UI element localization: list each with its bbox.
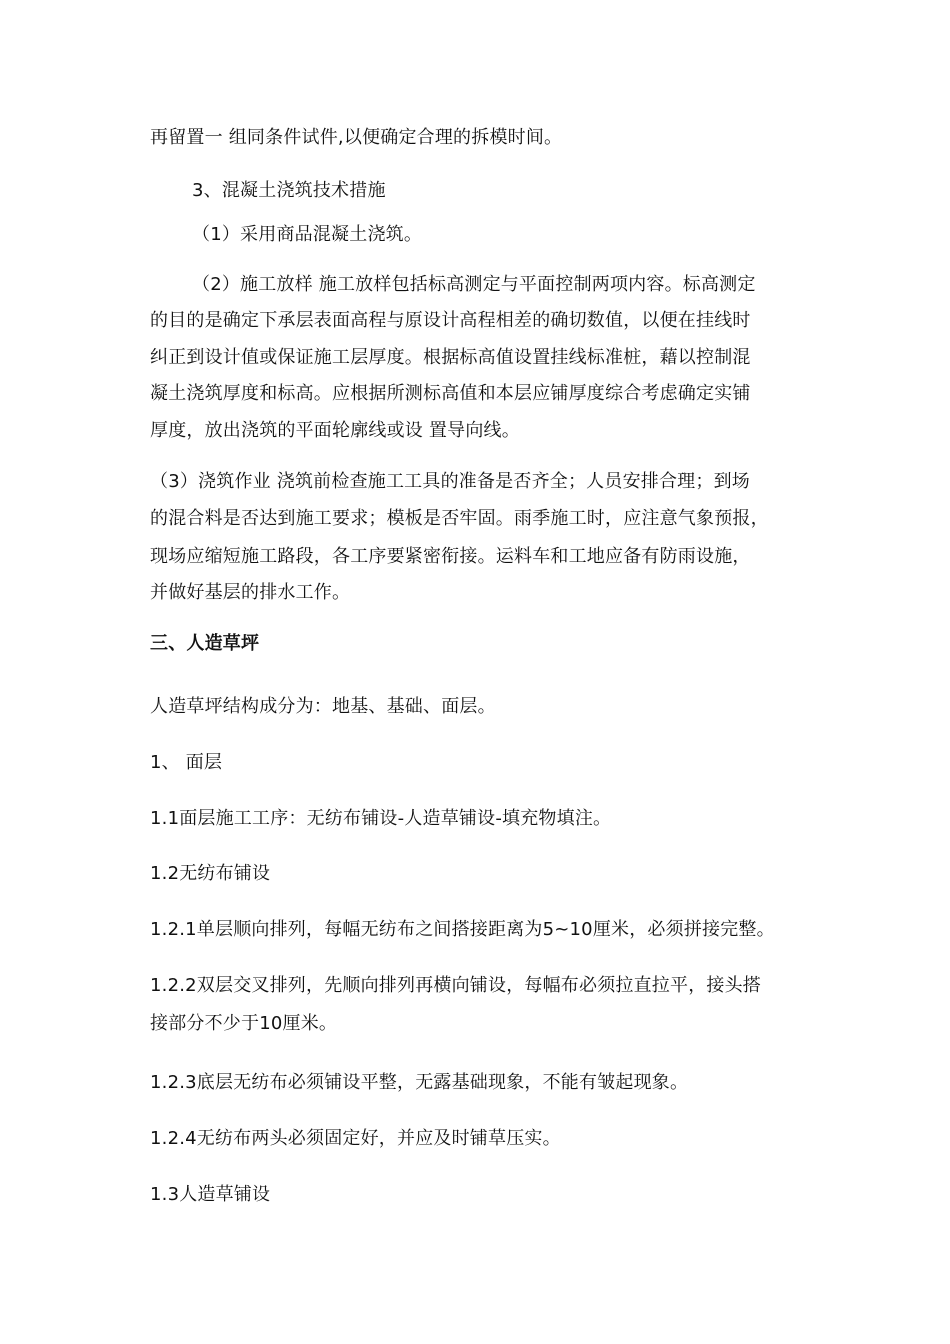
text-line: 人造草坪结构成分为：地基、基础、面层。 bbox=[150, 696, 496, 717]
subsection-heading: 1.3人造草铺设 bbox=[150, 1184, 271, 1205]
text-line: 1.2.1单层顺向排列，每幅无纺布之间搭接距离为5~10厘米，必须拼接完整。 bbox=[150, 919, 775, 940]
paragraph-line: 并做好基层的排水工作。 bbox=[150, 582, 351, 603]
paragraph-line: 的混合料是否达到施工要求；模板是否牢固。雨季施工时，应注意气象预报， bbox=[150, 508, 769, 529]
paragraph-line: 厚度，放出浇筑的平面轮廓线或设 置导向线。 bbox=[150, 420, 520, 441]
section-heading: 3、混凝土浇筑技术措施 bbox=[192, 180, 386, 201]
chapter-heading: 三、人造草坪 bbox=[150, 633, 260, 654]
subsection-heading: 1.2无纺布铺设 bbox=[150, 863, 271, 884]
text-line: 1.2.3底层无纺布必须铺设平整，无露基础现象，不能有皱起现象。 bbox=[150, 1072, 689, 1093]
paragraph-line: 的目的是确定下承层表面高程与原设计高程相差的确切数值，以便在挂线时 bbox=[150, 310, 751, 331]
paragraph-line: 接部分不少于10厘米。 bbox=[150, 1013, 338, 1034]
text-line: 1.2.4无纺布两头必须固定好，并应及时铺草压实。 bbox=[150, 1128, 561, 1149]
list-item: （1）采用商品混凝土浇筑。 bbox=[192, 224, 423, 245]
subsection-heading: 1、 面层 bbox=[150, 752, 223, 773]
text-line: 再留置一 组同条件试件,以便确定合理的拆模时间。 bbox=[150, 127, 563, 148]
paragraph-line: 凝土浇筑厚度和标高。应根据所测标高值和本层应铺厚度综合考虑确定实铺 bbox=[150, 383, 751, 404]
text-line: 1.1面层施工工序：无纺布铺设-人造草铺设-填充物填注。 bbox=[150, 808, 612, 829]
paragraph-line: （2）施工放样 施工放样包括标高测定与平面控制两项内容。标高测定 bbox=[192, 274, 756, 295]
paragraph-line: 1.2.2双层交叉排列，先顺向排列再横向铺设，每幅布必须拉直拉平，接头搭 bbox=[150, 975, 761, 996]
paragraph-line: 现场应缩短施工路段，各工序要紧密衔接。运料车和工地应备有防雨设施， bbox=[150, 546, 751, 567]
paragraph-line: 纠正到设计值或保证施工层厚度。根据标高值设置挂线标准桩，藉以控制混 bbox=[150, 347, 751, 368]
paragraph-line: （3）浇筑作业 浇筑前检查施工工具的准备是否齐全；人员安排合理；到场 bbox=[150, 471, 750, 492]
